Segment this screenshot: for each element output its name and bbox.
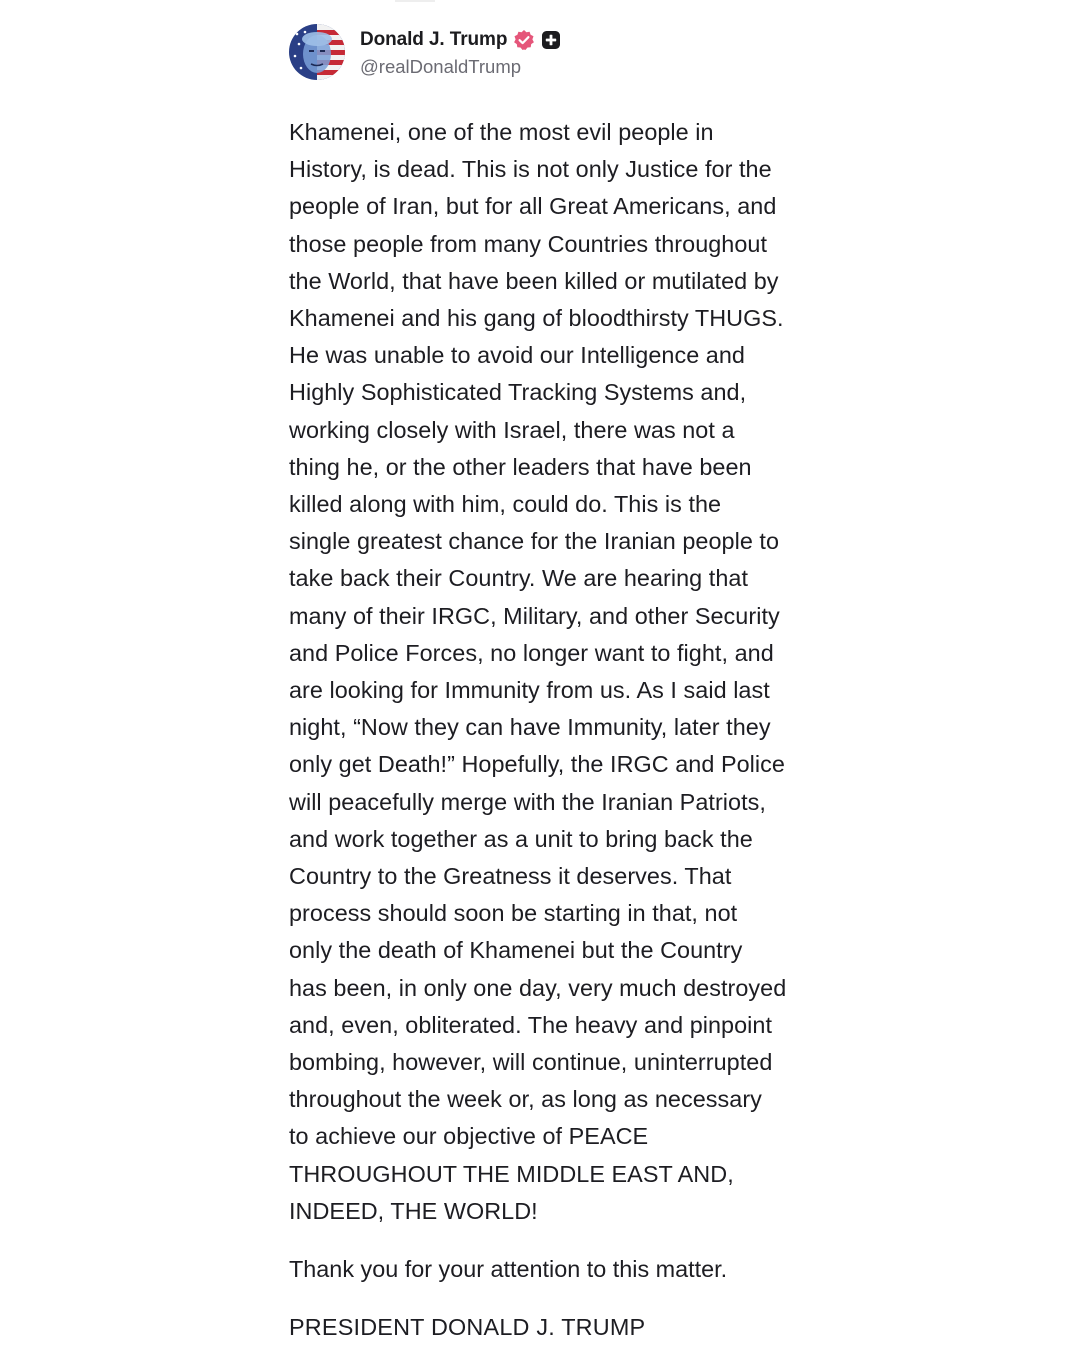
post-signature: PRESIDENT DONALD J. TRUMP	[289, 1314, 646, 1341]
user-handle[interactable]: @realDonaldTrump	[360, 55, 522, 77]
name-row	[360, 27, 561, 53]
plus-badge-icon	[541, 30, 561, 50]
avatar-image	[289, 24, 345, 80]
top-divider	[395, 0, 435, 2]
author-identity	[360, 27, 561, 78]
verified-check-icon	[513, 29, 535, 51]
avatar[interactable]	[289, 24, 345, 80]
post-body: Khamenei, one of the most evil people in History, is dead. This is not only Justice for the people of Iran, but for all Great Americans, and those people from many Countries throughout the World, that have been killed or mutilated by Khamenei and his gang of bloodthirsty THUGS. He was unable to avoid our Intelligence and Highly Sophisticated Tracking Systems and, working closely with Israel, there was not a thing he, or the other leaders that have been killed along with him, could do. This is the single greatest chance for the Iranian people to take back their Country. We are hearing that many of their IRGC, Military, and other Security and Police Forces, no longer want to fight, and are looking for Immunity from us. As I said last night, “Now they can have Immunity, later they only get Death!” Hopefully, the IRGC and Police will peacefully merge with the Iranian Patriots, and work together as a unit to bring back the Country to the Greatness it deserves. That process should soon be starting in that, not only the death of Khamenei but the Country has been, in only one day, very much destroyed and, even, obliterated. The heavy and pinpoint bombing, however, will continue, uninterrupted throughout the week or, as long as necessary to achieve our objective of PEACE THROUGHOUT THE MIDDLE EAST AND, INDEED, THE WORLD!	[289, 119, 787, 1224]
display-name[interactable]: Donald J. Trump	[360, 28, 508, 50]
post-card	[289, 20, 849, 1347]
post-closing: Thank you for your attention to this matter.	[289, 1256, 728, 1283]
post-header	[289, 20, 849, 84]
